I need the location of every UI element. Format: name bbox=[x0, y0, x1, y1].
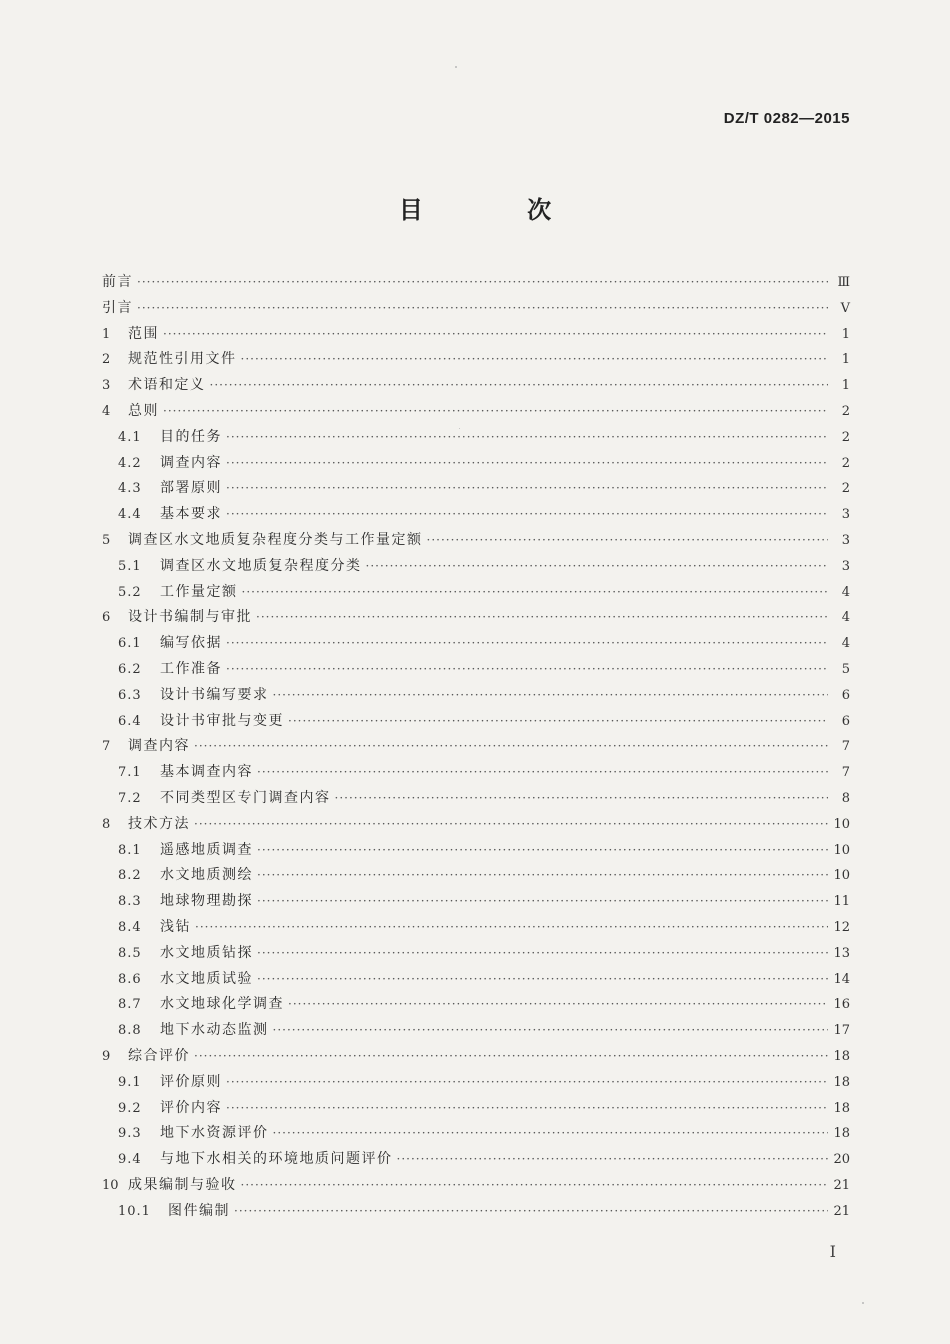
toc-entry[interactable] bbox=[102, 347, 850, 373]
scan-speck bbox=[862, 1302, 864, 1304]
toc-entry-page: 5 bbox=[841, 661, 850, 677]
toc-leader-dots bbox=[194, 1044, 828, 1070]
toc-entry[interactable] bbox=[102, 1199, 850, 1225]
toc-entry-title: 水文地质测绘 bbox=[160, 867, 253, 884]
toc-entry-number: 6.3 bbox=[118, 687, 142, 703]
toc-entry-number: 8.7 bbox=[118, 997, 142, 1013]
toc-entry[interactable] bbox=[102, 1173, 850, 1199]
toc-entry[interactable] bbox=[102, 605, 850, 631]
toc-entry[interactable] bbox=[102, 992, 850, 1018]
toc-entry-page: 20 bbox=[833, 1152, 850, 1168]
toc-entry-number: 5.1 bbox=[118, 558, 142, 574]
toc-entry-page: 18 bbox=[833, 1048, 850, 1064]
toc-entry-page: 12 bbox=[833, 919, 850, 935]
toc-leader-dots bbox=[273, 1018, 829, 1044]
toc-entry-title: 基本要求 bbox=[160, 506, 222, 523]
toc-leader-dots bbox=[226, 502, 828, 528]
toc-entry-number: 9.4 bbox=[118, 1152, 142, 1168]
toc-entry[interactable] bbox=[102, 889, 850, 915]
toc-entry-title: 编写依据 bbox=[160, 635, 222, 652]
toc-leader-dots bbox=[163, 322, 828, 348]
toc-entry-number: 7 bbox=[102, 739, 111, 755]
toc-entry-page: 1 bbox=[841, 378, 850, 394]
toc-entry-number: 10 bbox=[102, 1177, 119, 1193]
toc-leader-dots bbox=[226, 476, 828, 502]
toc-entry-page: 10 bbox=[833, 868, 850, 884]
toc-leader-dots bbox=[210, 373, 829, 399]
toc-entry-page: 21 bbox=[833, 1203, 850, 1219]
toc-entry[interactable] bbox=[102, 1096, 850, 1122]
toc-leader-dots bbox=[256, 605, 828, 631]
toc-entry-number: 6.1 bbox=[118, 636, 142, 652]
toc-entry-number: 3 bbox=[102, 378, 111, 394]
toc-entry-title: 不同类型区专门调查内容 bbox=[160, 789, 331, 806]
toc-entry-title: 水文地球化学调查 bbox=[160, 996, 284, 1013]
toc-entry-page: 3 bbox=[841, 507, 850, 523]
toc-leader-dots bbox=[137, 296, 828, 322]
toc-entry[interactable] bbox=[102, 1121, 850, 1147]
toc-entry-number: 9.1 bbox=[118, 1074, 142, 1090]
toc-entry-title: 基本调查内容 bbox=[160, 764, 253, 781]
toc-leader-dots bbox=[241, 347, 829, 373]
toc-entry-title: 地下水资源评价 bbox=[160, 1125, 269, 1142]
toc-entry-page: 2 bbox=[841, 403, 850, 419]
toc-entry-page: 17 bbox=[833, 1023, 850, 1039]
toc-entry-page: 4 bbox=[841, 610, 850, 626]
toc-entry-page: 2 bbox=[841, 455, 850, 471]
toc-entry[interactable] bbox=[102, 296, 850, 322]
toc-entry[interactable] bbox=[102, 812, 850, 838]
toc-entry-title: 规范性引用文件 bbox=[128, 351, 237, 368]
toc-entry-title: 工作准备 bbox=[160, 660, 222, 677]
toc-leader-dots bbox=[194, 734, 828, 760]
toc-entry-page: 3 bbox=[841, 558, 850, 574]
toc-entry-number: 6 bbox=[102, 610, 111, 626]
toc-leader-dots bbox=[257, 838, 828, 864]
toc-entry[interactable] bbox=[102, 967, 850, 993]
toc-entry-page: 14 bbox=[833, 971, 850, 987]
toc-entry-number: 8.3 bbox=[118, 894, 142, 910]
toc-entry[interactable] bbox=[102, 322, 850, 348]
toc-entry-page: 7 bbox=[841, 765, 850, 781]
toc-entry-title: 目的任务 bbox=[160, 428, 222, 445]
toc-entry[interactable] bbox=[102, 1147, 850, 1173]
toc-entry-page: 11 bbox=[833, 894, 850, 910]
toc-entry-title: 图件编制 bbox=[168, 1202, 230, 1219]
toc-entry-number: 8.2 bbox=[118, 868, 142, 884]
toc-entry[interactable] bbox=[102, 915, 850, 941]
toc-entry-number: 4.3 bbox=[118, 481, 142, 497]
toc-entry-title: 浅钻 bbox=[160, 918, 191, 935]
toc-entry-number: 6.2 bbox=[118, 661, 142, 677]
toc-entry-title: 地球物理勘探 bbox=[160, 893, 253, 910]
toc-entry-page: Ⅴ bbox=[840, 300, 850, 316]
toc-leader-dots bbox=[366, 554, 829, 580]
toc-entry[interactable] bbox=[102, 734, 850, 760]
standard-code: DZ/T 0282—2015 bbox=[723, 110, 850, 127]
toc-entry-title: 地下水动态监测 bbox=[160, 1022, 269, 1039]
toc-entry[interactable] bbox=[102, 838, 850, 864]
toc-entry[interactable] bbox=[102, 709, 850, 735]
toc-entry-number: 7.2 bbox=[118, 790, 142, 806]
toc-entry-number: 4.2 bbox=[118, 455, 142, 471]
toc-entry-number: 10.1 bbox=[118, 1203, 151, 1219]
toc-entry-title: 设计书审批与变更 bbox=[160, 712, 284, 729]
toc-leader-dots bbox=[273, 1121, 829, 1147]
toc-leader-dots bbox=[226, 657, 828, 683]
toc-leader-dots bbox=[273, 683, 829, 709]
toc-entry-title: 设计书编制与审批 bbox=[128, 609, 252, 626]
toc-entry[interactable] bbox=[102, 786, 850, 812]
toc-leader-dots bbox=[397, 1147, 829, 1173]
toc-entry-page: 18 bbox=[833, 1100, 850, 1116]
toc-leader-dots bbox=[257, 967, 828, 993]
toc-entry-number: 8.1 bbox=[118, 842, 142, 858]
toc-entry-number: 8 bbox=[102, 816, 111, 832]
toc-entry-title: 前言 bbox=[102, 274, 133, 290]
toc-leader-dots bbox=[427, 528, 829, 554]
toc-leader-dots bbox=[226, 631, 828, 657]
toc-entry-number: 8.5 bbox=[118, 945, 142, 961]
toc-entry-number: 6.4 bbox=[118, 713, 142, 729]
toc-entry-title: 评价内容 bbox=[160, 1099, 222, 1116]
toc-leader-dots bbox=[241, 1173, 829, 1199]
toc-entry[interactable] bbox=[102, 683, 850, 709]
scan-speck bbox=[455, 66, 457, 68]
toc-entry[interactable] bbox=[102, 270, 850, 296]
toc-entry-title: 部署原则 bbox=[160, 480, 222, 497]
toc-entry-title: 综合评价 bbox=[128, 1047, 190, 1064]
toc-leader-dots bbox=[288, 709, 828, 735]
toc-entry-title: 水文地质钻探 bbox=[160, 944, 253, 961]
toc-entry-page: 13 bbox=[833, 945, 850, 961]
toc-entry-title: 与地下水相关的环境地质问题评价 bbox=[160, 1151, 393, 1168]
toc-leader-dots bbox=[242, 580, 829, 606]
toc-entry-title: 术语和定义 bbox=[128, 377, 206, 394]
toc-entry-page: 2 bbox=[841, 481, 850, 497]
toc-leader-dots bbox=[335, 786, 829, 812]
toc-entry-page: 7 bbox=[841, 739, 850, 755]
toc-entry-number: 4 bbox=[102, 403, 111, 419]
toc-entry-number: 1 bbox=[102, 326, 111, 342]
toc-entry[interactable] bbox=[102, 941, 850, 967]
toc-leader-dots bbox=[288, 992, 828, 1018]
toc-entry[interactable] bbox=[102, 399, 850, 425]
toc-leader-dots bbox=[226, 1096, 828, 1122]
toc-entry[interactable] bbox=[102, 657, 850, 683]
toc-entry-number: 9.2 bbox=[118, 1100, 142, 1116]
toc-entry[interactable] bbox=[102, 528, 850, 554]
toc-entry-number: 8.6 bbox=[118, 971, 142, 987]
toc-leader-dots bbox=[137, 270, 828, 296]
toc-entry[interactable] bbox=[102, 554, 850, 580]
toc-leader-dots bbox=[257, 863, 828, 889]
toc-leader-dots bbox=[163, 399, 828, 425]
table-of-contents bbox=[102, 270, 850, 1224]
toc-entry-page: 6 bbox=[841, 687, 850, 703]
toc-entry-page: 10 bbox=[833, 842, 850, 858]
toc-entry-number: 8.4 bbox=[118, 919, 142, 935]
toc-entry-number: 8.8 bbox=[118, 1023, 142, 1039]
toc-entry-number: 7.1 bbox=[118, 765, 142, 781]
toc-entry-page: 18 bbox=[833, 1074, 850, 1090]
toc-leader-dots bbox=[194, 812, 828, 838]
toc-entry-page: 16 bbox=[833, 997, 850, 1013]
toc-entry[interactable] bbox=[102, 476, 850, 502]
toc-entry-page: 2 bbox=[841, 429, 850, 445]
toc-entry-title: 水文地质试验 bbox=[160, 970, 253, 987]
toc-entry-page: Ⅲ bbox=[837, 275, 850, 290]
toc-entry-page: 8 bbox=[841, 790, 850, 806]
toc-leader-dots bbox=[226, 1070, 828, 1096]
toc-entry[interactable] bbox=[102, 425, 850, 451]
toc-entry[interactable] bbox=[102, 373, 850, 399]
toc-entry-number: 4.1 bbox=[118, 429, 142, 445]
toc-entry-title: 调查内容 bbox=[128, 738, 190, 755]
toc-entry-page: 3 bbox=[841, 532, 850, 548]
toc-entry-title: 总则 bbox=[128, 402, 159, 419]
toc-leader-dots bbox=[226, 425, 828, 451]
page-number: I bbox=[829, 1242, 836, 1261]
toc-entry-title: 范围 bbox=[128, 325, 159, 342]
toc-leader-dots bbox=[234, 1199, 828, 1225]
toc-entry-title: 工作量定额 bbox=[160, 583, 238, 600]
toc-entry-page: 21 bbox=[833, 1177, 850, 1193]
toc-entry-page: 6 bbox=[841, 713, 850, 729]
toc-entry[interactable] bbox=[102, 1044, 850, 1070]
toc-entry-title: 成果编制与验收 bbox=[128, 1176, 237, 1193]
toc-entry[interactable] bbox=[102, 580, 850, 606]
toc-entry[interactable] bbox=[102, 451, 850, 477]
toc-leader-dots bbox=[257, 941, 828, 967]
toc-leader-dots bbox=[257, 760, 828, 786]
toc-entry-number: 4.4 bbox=[118, 507, 142, 523]
toc-entry[interactable] bbox=[102, 502, 850, 528]
toc-entry-page: 18 bbox=[833, 1126, 850, 1142]
toc-entry-number: 2 bbox=[102, 352, 111, 368]
toc-entry-title: 设计书编写要求 bbox=[160, 686, 269, 703]
toc-entry-page: 4 bbox=[841, 584, 850, 600]
toc-entry-page: 1 bbox=[841, 352, 850, 368]
toc-leader-dots bbox=[226, 451, 828, 477]
toc-entry-title: 技术方法 bbox=[128, 815, 190, 832]
scan-speck bbox=[459, 428, 460, 429]
toc-entry-title: 调查区水文地质复杂程度分类与工作量定额 bbox=[128, 531, 423, 548]
toc-entry[interactable] bbox=[102, 631, 850, 657]
toc-entry-page: 4 bbox=[841, 636, 850, 652]
toc-entry[interactable] bbox=[102, 1018, 850, 1044]
toc-entry[interactable] bbox=[102, 1070, 850, 1096]
toc-entry-title: 遥感地质调查 bbox=[160, 841, 253, 858]
toc-entry-title: 评价原则 bbox=[160, 1073, 222, 1090]
toc-entry-number: 9 bbox=[102, 1048, 111, 1064]
toc-leader-dots bbox=[257, 889, 828, 915]
toc-entry-number: 9.3 bbox=[118, 1126, 142, 1142]
toc-entry-page: 10 bbox=[833, 816, 850, 832]
toc-entry-page: 1 bbox=[841, 326, 850, 342]
toc-leader-dots bbox=[195, 915, 828, 941]
page-title: 目 次 bbox=[398, 196, 600, 224]
toc-entry-number: 5.2 bbox=[118, 584, 142, 600]
toc-entry-title: 调查内容 bbox=[160, 454, 222, 471]
toc-entry[interactable] bbox=[102, 760, 850, 786]
toc-entry[interactable] bbox=[102, 863, 850, 889]
toc-entry-title: 引言 bbox=[102, 299, 133, 316]
toc-entry-number: 5 bbox=[102, 532, 111, 548]
toc-entry-title: 调查区水文地质复杂程度分类 bbox=[160, 557, 362, 574]
